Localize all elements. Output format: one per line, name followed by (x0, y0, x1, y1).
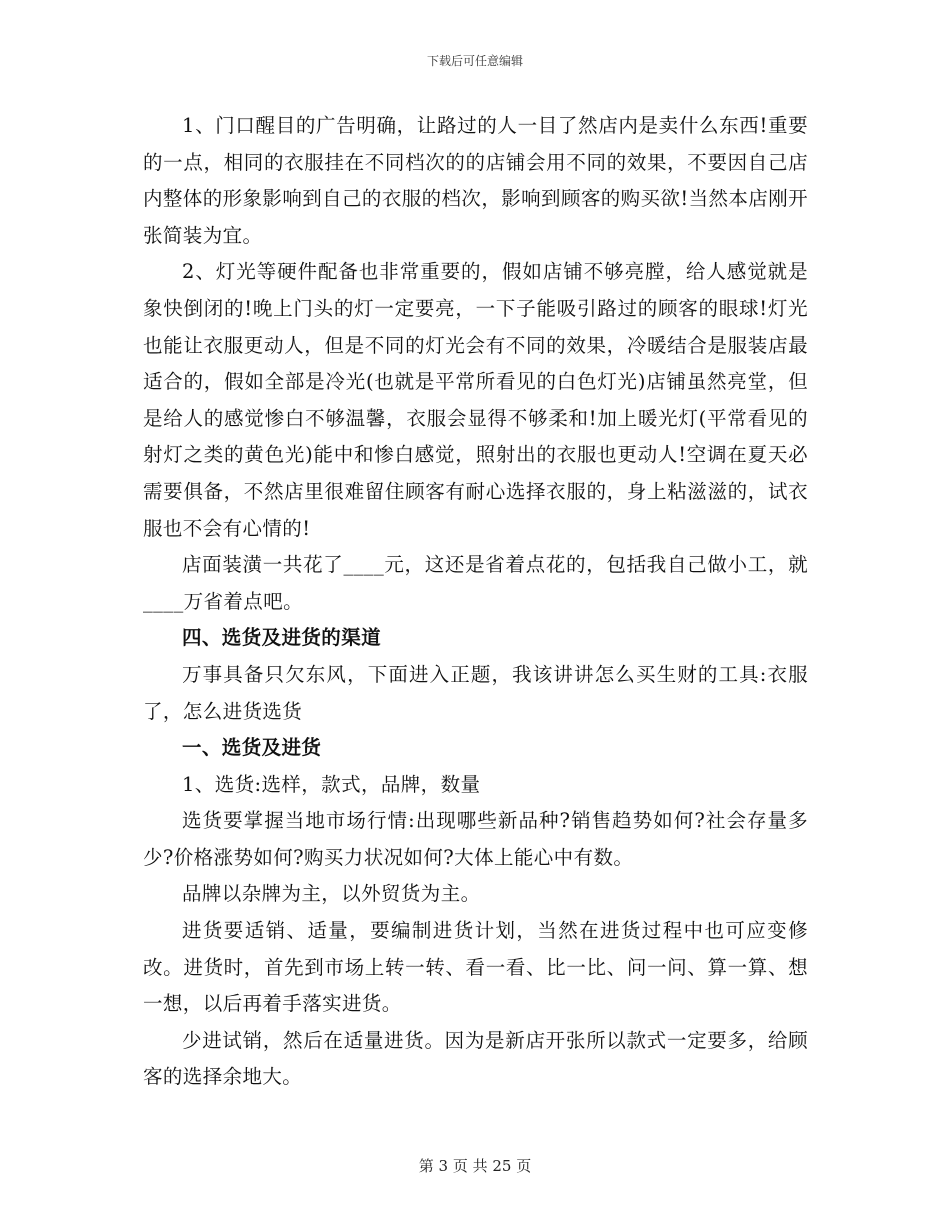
paragraph-signage: 1、门口醒目的广告明确，让路过的人一目了然店内是卖什么东西!重要的一点，相同的衣服挂在不同档次的的店铺会用不同的效果，不要因自己店内整体的形象影响到自己的衣服的档次，影响到顾客的购买欲!当然本店刚开张简装为宜。 (143, 114, 808, 247)
section-heading-channels: 四、选货及进货的渠道 (182, 626, 382, 650)
paragraph-intro-purchasing: 万事具备只欠东风，下面进入正题，我该讲讲怎么买生财的工具:衣服了，怎么进货选货 (143, 662, 808, 723)
subsection-heading-selection: 一、选货及进货 (182, 736, 322, 760)
paragraph-selection-criteria: 1、选货:选样，款式，品牌，数量 (182, 772, 481, 796)
paragraph-lighting: 2、灯光等硬件配备也非常重要的，假如店铺不够亮膛，给人感觉就是象快倒闭的!晚上门头的灯一定要亮，一下子能吸引路过的顾客的眼球!灯光也能让衣服更动人，但是不同的灯光会有不同的效果，冷暖结合是服装店最适合的，假如全部是冷光(也就是平常所看见的白色灯光)店铺虽然亮堂，但是给人的感觉惨白不够温馨，衣服会显得不够柔和!加上暖光灯(平常看见的射灯之类的黄色光)能中和惨白感觉，照射出的衣服也更动人!空调在夏天必需要俱备，不然店里很难留住顾客有耐心选择衣服的，身上粘滋滋的，试衣服也不会有心情的! (143, 260, 808, 540)
page-header: 下载后可任意编辑 (426, 54, 523, 68)
document-body (143, 108, 808, 1096)
paragraph-trial-sales: 少进试销，然后在适量进货。因为是新店开张所以款式一定要多，给顾客的选择余地大。 (143, 1028, 808, 1089)
paragraph-decoration-cost: 店面装潢一共花了____元，这还是省着点花的，包括我自己做小工，就____万省着点吧。 (143, 553, 808, 613)
paragraph-brands: 品牌以杂牌为主，以外贸货为主。 (182, 882, 481, 906)
paragraph-market-conditions: 选货要掌握当地市场行情:出现哪些新品种?销售趋势如何?社会存量多少?价格涨势如何?购买力状况如何?大体上能心中有数。 (143, 809, 808, 869)
paragraph-purchase-plan: 进货要适销、适量，要编制进货计划，当然在进货过程中也可应变修改。进货时，首先到市场上转一转、看一看、比一比、问一问、算一算、想一想，以后再着手落实进货。 (143, 919, 808, 1016)
page-number: 第 3 页 共 25 页 (418, 1157, 532, 1175)
